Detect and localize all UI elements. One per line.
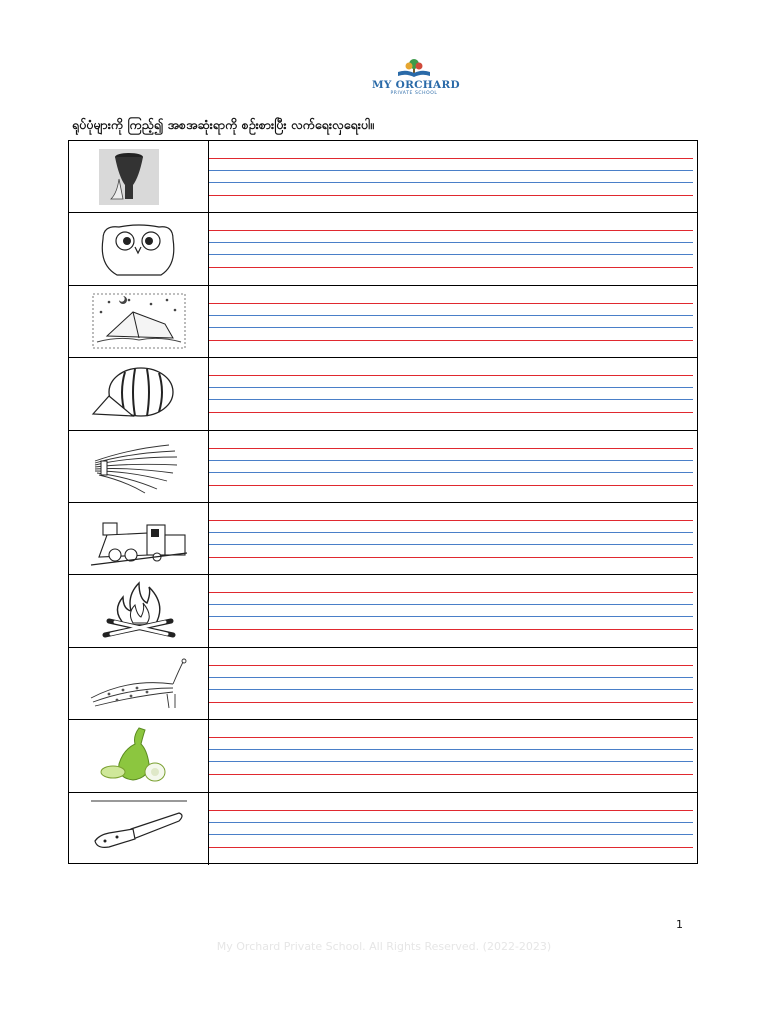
picture-cell	[69, 503, 209, 574]
picture-cell	[69, 286, 209, 357]
picture-cell	[69, 648, 209, 719]
handwriting-lines[interactable]	[209, 648, 697, 719]
worksheet-row	[69, 213, 697, 285]
instruction-text: ရုပ်ပုံများကို ကြည့်၍ အစအဆုံးရာကို စဉ်းစားပြီး လက်ရေးလှရေးပါ။	[72, 117, 374, 132]
handwriting-lines[interactable]	[209, 213, 697, 284]
picture-cell	[69, 358, 209, 429]
worksheet-row	[69, 720, 697, 792]
picture-cell	[69, 575, 209, 646]
worksheet-row	[69, 503, 697, 575]
tent-icon	[89, 292, 189, 352]
worksheet-row	[69, 793, 697, 865]
picture-cell	[69, 141, 209, 212]
noodles-icon	[89, 437, 189, 497]
tree-book-icon	[394, 58, 434, 80]
handwriting-lines[interactable]	[209, 141, 697, 212]
handwriting-lines[interactable]	[209, 575, 697, 646]
handwriting-lines[interactable]	[209, 358, 697, 429]
picture-cell	[69, 213, 209, 284]
school-name: MY ORCHARD	[372, 79, 460, 91]
peacock-icon	[89, 654, 189, 714]
owl-icon	[89, 219, 189, 279]
copyright-footer: My Orchard Private School. All Rights Reserved. (2022-2023)	[216, 940, 552, 953]
train-icon	[89, 509, 189, 569]
school-subtitle: PRIVATE SCHOOL	[390, 91, 438, 96]
worksheet-row	[69, 648, 697, 720]
drum-icon	[89, 147, 189, 207]
knife-icon	[89, 799, 189, 859]
handwriting-lines[interactable]	[209, 286, 697, 357]
handwriting-lines[interactable]	[209, 720, 697, 791]
worksheet-table	[68, 140, 698, 864]
page-number: 1	[676, 918, 683, 931]
picture-cell	[69, 431, 209, 502]
worksheet-row	[69, 141, 697, 213]
picture-cell	[69, 720, 209, 791]
school-logo	[372, 58, 460, 104]
worksheet-row	[69, 431, 697, 503]
handwriting-lines[interactable]	[209, 793, 697, 865]
handwriting-lines[interactable]	[209, 503, 697, 574]
picture-cell	[69, 793, 209, 865]
worksheet-row	[69, 358, 697, 430]
campfire-icon	[89, 581, 189, 641]
gourd-icon	[89, 726, 189, 786]
watermelon-icon	[89, 364, 189, 424]
handwriting-lines[interactable]	[209, 431, 697, 502]
worksheet-row	[69, 575, 697, 647]
worksheet-row	[69, 286, 697, 358]
